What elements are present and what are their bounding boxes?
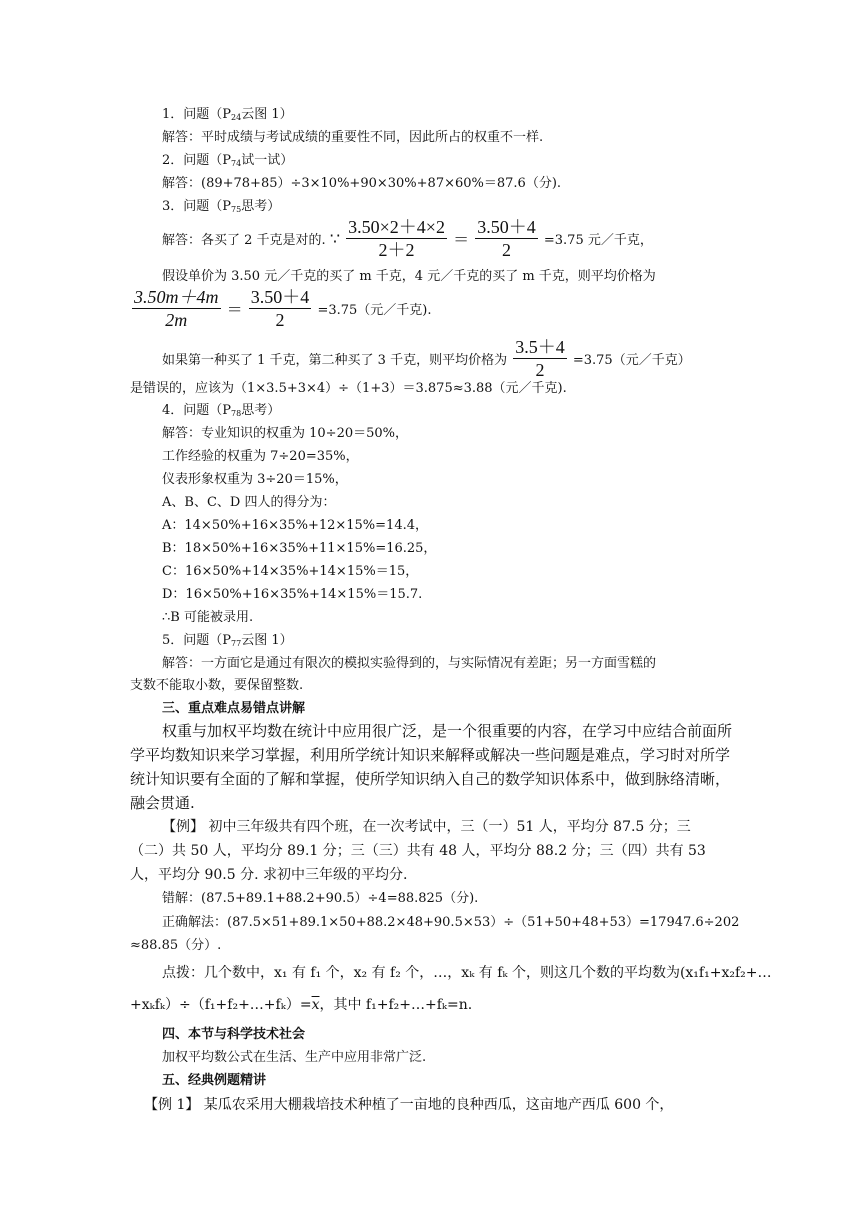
example-line-1: 【例】 初中三年级共有四个班，在一次考试中，三（一）51 人，平均分 87.5 分；三 xyxy=(162,819,691,835)
q4-line-4: A、B、C、D 四人的得分为： xyxy=(162,495,336,510)
section-3-para-1: 权重与加权平均数在统计中应用很广泛，是一个很重要的内容，在学习中应结合前面所 xyxy=(162,722,733,740)
q5-line-2: 支数不能取小数，要保留整数. xyxy=(130,678,304,693)
tip-line-2: $+x_kf_k)\div(f_1+f_2+\dots+f_k)=\overline{x}$，其中 f₁+f₂+…+fₖ=n. xyxy=(130,997,473,1013)
q4-score-c: C：16×50%+14×35%+14×15%＝15， xyxy=(162,564,419,579)
wrong-solution: 错解：(87.5+89.1+88.2+90.5）÷4=88.825（分). xyxy=(162,891,479,906)
q2-title: 2．问题（$P_{74}$试一试） xyxy=(162,153,294,168)
section-4-para: 加权平均数公式在生活、生产中应用非常广泛. xyxy=(162,1050,427,1065)
q4-score-b: B：18×50%+16×35%+11×15%=16.25， xyxy=(162,541,437,556)
right-solution-2: ≈88.85（分）. xyxy=(130,938,222,953)
section-4-title: 四、本节与科学技术社会 xyxy=(162,1027,306,1042)
q3-answer-line: 解答：各买了 2 千克是对的. ∵ $\frac{3.50\times 2+4\times 2}{2+2}$ ＝ $\frac{3.50+4}{2}$ =3.75 元／千克， xyxy=(162,217,653,260)
q4-line-2: 工作经验的权重为 7÷20=35%， xyxy=(162,449,359,464)
q5-line-1: 解答：一方面它是通过有限次的模拟实验得到的，与实际情况有差距；另一方面雪糕的 xyxy=(162,656,657,671)
example-line-2: （二）共 50 人，平均分 89.1 分；三（三）共有 48 人，平均分 88.2 分；三（四）共有 53 xyxy=(130,843,706,859)
q1-title: 1．问题（$P_{24}$云图 1） xyxy=(162,107,293,122)
section-3-para-3: 统计知识要有全面的了解和掌握，使所学知识纳入自己的数学知识体系中，做到脉络清晰， xyxy=(130,770,731,788)
q4-conclusion: ∴B 可能被录用. xyxy=(162,610,254,625)
q3-title: 3．问题（$P_{75}$思考） xyxy=(162,199,281,214)
section-5-title: 五、经典例题精讲 xyxy=(162,1073,267,1088)
section-3-title: 三、重点难点易错点讲解 xyxy=(162,701,306,716)
q4-title: 4．问题（$P_{78}$思考） xyxy=(162,403,281,418)
q1-answer: 解答：平时成绩与考试成绩的重要性不同，因此所占的权重不一样. xyxy=(162,130,544,145)
fraction-4: $\frac{3.50+4}{2}$ xyxy=(250,287,310,330)
q4-line-3: 仪表形象权重为 3÷20＝15%， xyxy=(162,472,348,487)
q3-wrong: 是错误的，应该为（1×3.5+3×4）÷（1+3）＝3.875≈3.88（元／千克). xyxy=(130,381,567,396)
tip-line-1: 点拨：几个数中，x₁ 有 f₁ 个，x₂ 有 f₂ 个，…，xₖ 有 fₖ 个，则这几个数的平均数为(x₁f₁+x₂f₂+… xyxy=(162,965,772,981)
fraction-3: $\frac{3.50m+4m}{2m}$ xyxy=(134,287,219,330)
example-1-line: 【例 1】 某瓜农采用大棚栽培技术种植了一亩地的良种西瓜，这亩地产西瓜 600 个， xyxy=(144,1097,674,1113)
section-3-para-4: 融会贯通. xyxy=(130,794,195,812)
q3-if-line: 如果第一种买了 1 千克，第二种买了 3 千克，则平均价格为 $\frac{3.5+4}{2}$ =3.75（元／千克） xyxy=(162,337,691,380)
section-3-para-2: 学平均数知识来学习掌握，利用所学统计知识来解释或解决一些问题是难点，学习时对所学 xyxy=(130,746,731,764)
fraction-2: $\frac{3.50+4}{2}$ xyxy=(477,217,536,260)
q3-result-line: $\frac{3.50m+4m}{2m}$ ＝ $\frac{3.50+4}{2}$ =3.75（元／千克). xyxy=(134,287,432,330)
q5-title: 5．问题（$P_{77}$云图 1） xyxy=(162,633,293,648)
q4-line-1: 解答：专业知识的权重为 10÷20＝50%， xyxy=(162,426,409,441)
q4-score-a: A：14×50%+16×35%+12×15%=14.4， xyxy=(162,518,428,533)
q3-assume: 假设单价为 3.50 元／千克的买了 m 千克，4 元／千克的买了 m 千克，则平均价格为 xyxy=(162,269,656,284)
fraction-5: $\frac{3.5+4}{2}$ xyxy=(515,337,565,380)
right-solution-1: 正确解法：(87.5×51+89.1×50+88.2×48+90.5×53）÷（51+50+48+53）=17947.6÷202 xyxy=(162,915,740,930)
fraction-1: $\frac{3.50\times 2+4\times 2}{2+2}$ xyxy=(348,217,445,260)
q2-answer: 解答：(89+78+85）÷3×10%+90×30%+87×60%＝87.6（分). xyxy=(162,176,562,191)
example-line-3: 人，平均分 90.5 分. 求初中三年级的平均分. xyxy=(130,867,408,883)
q4-score-d: D：16×50%+16×35%+14×15%＝15.7. xyxy=(162,587,423,602)
